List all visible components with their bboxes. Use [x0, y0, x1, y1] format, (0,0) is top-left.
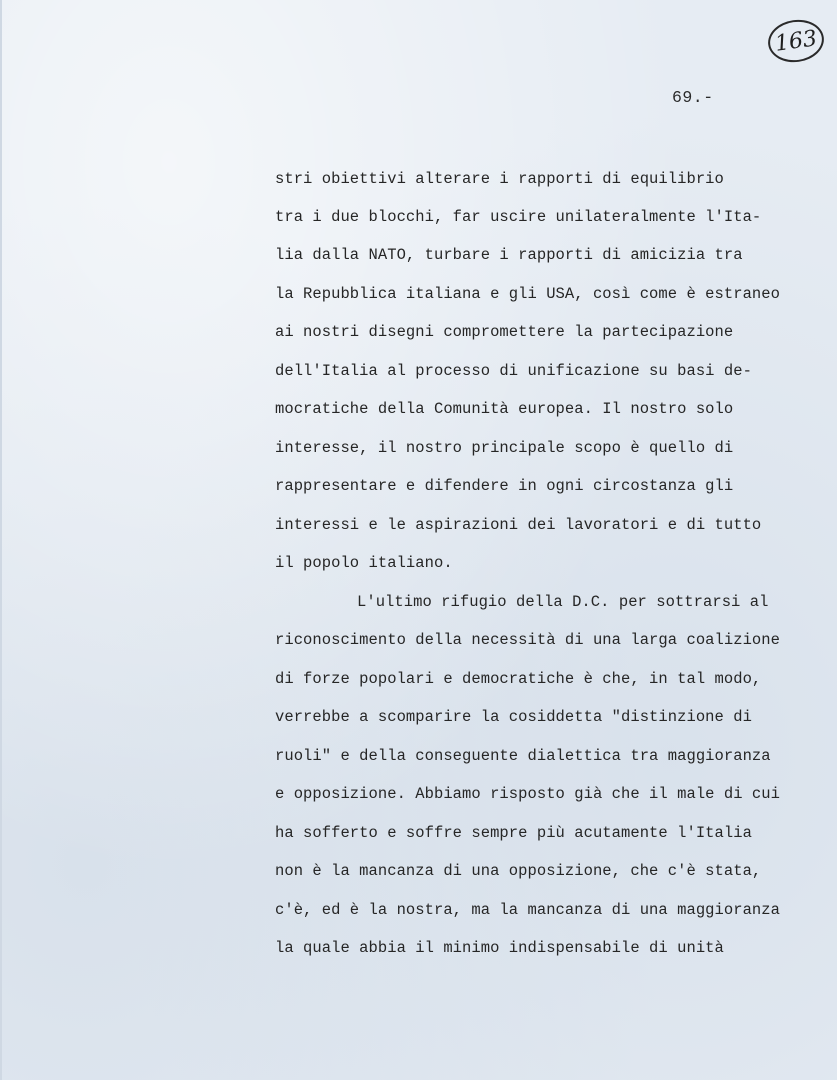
text-line: riconoscimento della necessità di una larga coalizione — [275, 631, 780, 649]
text-line: interessi e le aspirazioni dei lavoratori e di tutto — [275, 516, 762, 534]
archive-number: 163 — [773, 25, 819, 57]
text-line: rappresentare e difendere in ogni circostanza gli — [275, 477, 734, 495]
text-line: il popolo italiano. — [275, 554, 453, 572]
text-line: e opposizione. Abbiamo risposto già che il male di cui — [275, 785, 780, 803]
text-line: lia dalla NATO, turbare i rapporti di amicizia tra — [275, 246, 743, 264]
text-line: la quale abbia il minimo indispensabile di unità — [275, 939, 724, 957]
text-line: verrebbe a scomparire la cosiddetta "distinzione di — [275, 708, 752, 726]
text-line: mocratiche della Comunità europea. Il nostro solo — [275, 400, 734, 418]
page-number: 69.- — [672, 88, 714, 107]
archive-number-stamp — [765, 16, 826, 65]
text-line: interesse, il nostro principale scopo è quello di — [275, 439, 734, 457]
text-line: di forze popolari e democratiche è che, in tal modo, — [275, 670, 762, 688]
text-line: ruoli" e della conseguente dialettica tra maggioranza — [275, 747, 771, 765]
text-line: dell'Italia al processo di unificazione su basi de- — [275, 362, 752, 380]
text-line: la Repubblica italiana e gli USA, così come è estraneo — [275, 285, 780, 303]
text-line: ai nostri disegni compromettere la partecipazione — [275, 323, 734, 341]
text-line: c'è, ed è la nostra, ma la mancanza di una maggioranza — [275, 901, 780, 919]
text-line: ha sofferto e soffre sempre più acutamente l'Italia — [275, 824, 752, 842]
text-line: non è la mancanza di una opposizione, che c'è stata, — [275, 862, 762, 880]
text-line: tra i due blocchi, far uscire unilateralmente l'Ita- — [275, 208, 762, 226]
paragraph-first-line: L'ultimo rifugio della D.C. per sottrarsi al — [357, 593, 769, 611]
text-line: stri obiettivi alterare i rapporti di equilibrio — [275, 170, 724, 188]
